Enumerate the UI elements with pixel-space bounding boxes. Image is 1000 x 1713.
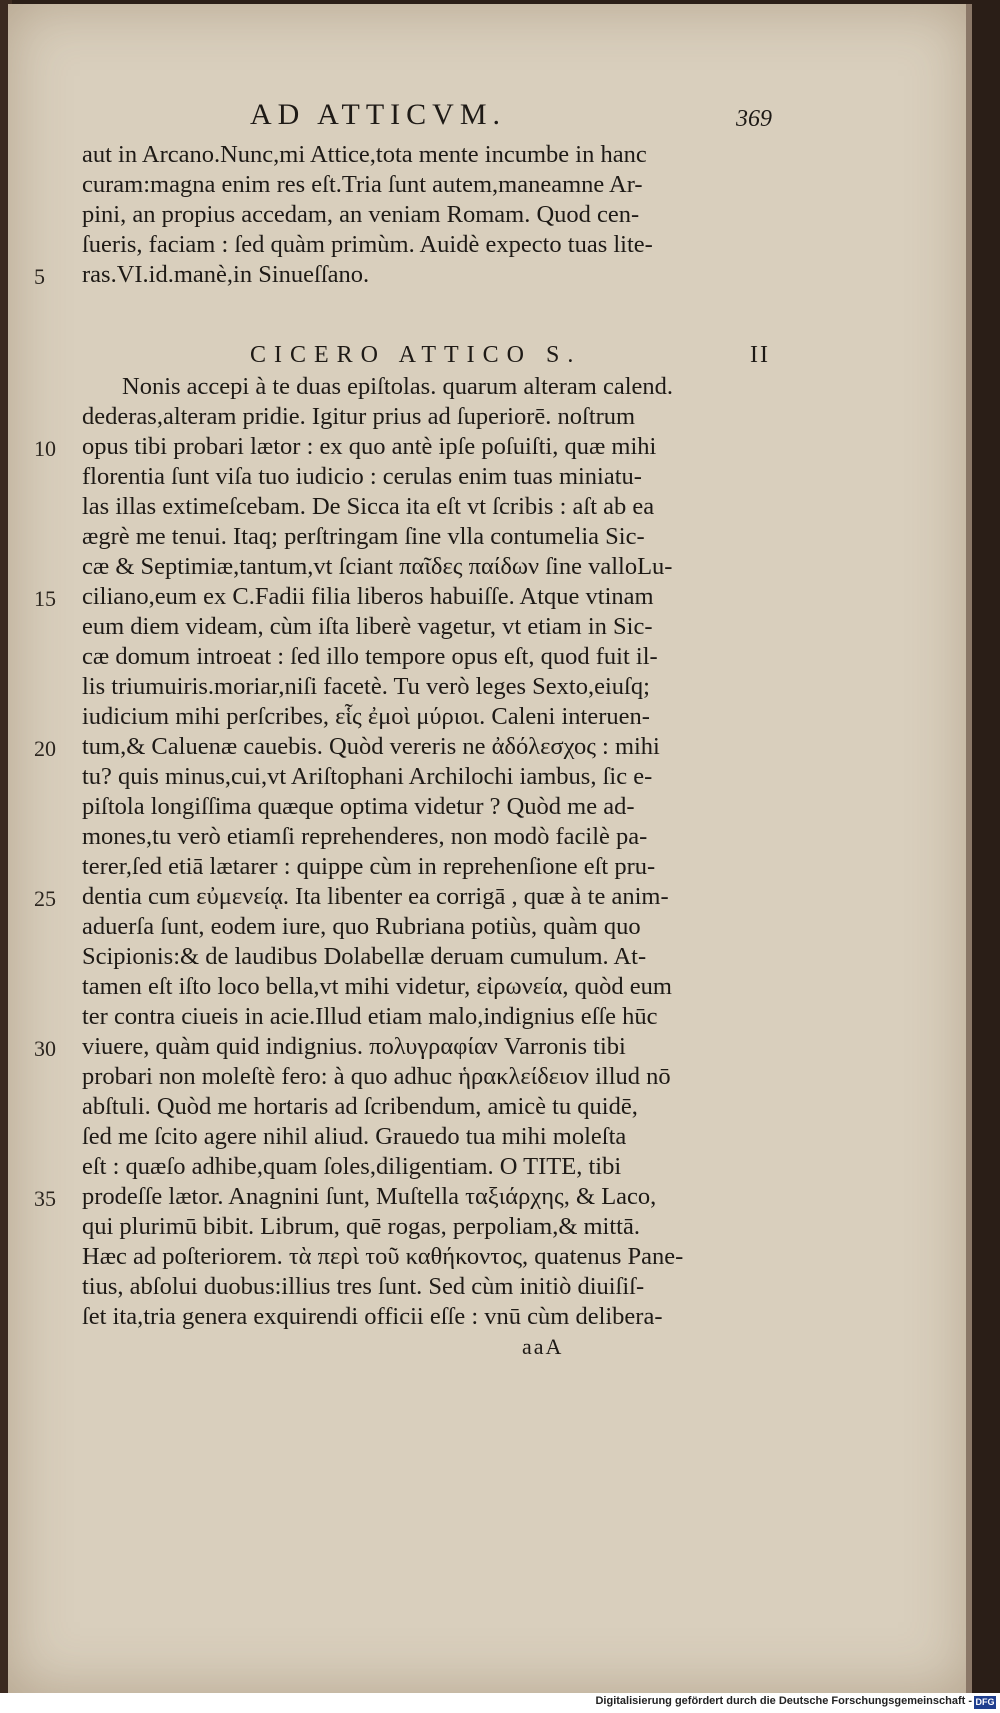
text-line: terer,ſed etiā lætarer : quippe cùm in reprehenſione eſt pru- <box>82 853 656 880</box>
text-line: tu? quis minus,cui,vt Ariſtophani Archilochi iambus, ſic e- <box>82 763 653 790</box>
text-line: tamen eſt iſto loco bella,vt mihi videtur, εἰρωνεία, quòd eum <box>82 973 672 1000</box>
letter-number: II <box>750 342 770 368</box>
text-line: viuere, quàm quid indignius. πολυγραφίαν Varronis tibi <box>82 1033 626 1060</box>
text-line: eſt : quæſo adhibe,quam ſoles,diligentiam. O TITE, tibi <box>82 1153 622 1180</box>
text-line: cæ & Septimiæ,tantum,vt ſciant παῖδες παίδων ſine valloLu- <box>82 553 673 580</box>
text-line: qui plurimū bibit. Librum, quē rogas, perpoliam,& mittā. <box>82 1213 640 1240</box>
text-line: ter contra ciueis in acie.Illud etiam malo,indignius eſſe hūc <box>82 1003 658 1030</box>
letter-heading-text: CICERO ATTICO S. <box>250 342 582 368</box>
text-line: ciliano,eum ex C.Fadii filia liberos habuiſſe. Atque vtinam <box>82 583 654 610</box>
text-line: Hæc ad poſteriorem. τὰ περὶ τοῦ καθήκοντος, quatenus Pane- <box>82 1243 684 1270</box>
text-line: mones,tu verò etiamſi reprehenderes, non modò facilè pa- <box>82 823 648 850</box>
text-line: abſtuli. Quòd me hortaris ad ſcribendum, amicè tu quidē, <box>82 1093 638 1120</box>
text-line: tius, abſolui duobus:illius tres ſunt. Sed cùm initiò diuiſiſ- <box>82 1273 645 1300</box>
running-head <box>82 98 772 138</box>
text-line: eum diem videam, cùm iſta liberè vagetur, vt etiam in Sic- <box>82 613 653 640</box>
footer-bar <box>0 1693 1000 1713</box>
text-line: tum,& Caluenæ cauebis. Quòd vereris ne ἀδόλεσχος : mihi <box>82 733 660 760</box>
text-line: pini, an propius accedam, an veniam Romam. Quod cen- <box>82 201 640 228</box>
text-line: aduerſa ſunt, eodem iure, quo Rubriana potiùs, quàm quo <box>82 913 641 940</box>
text-line: ras.VI.id.manè,in Sinueſſano. <box>82 261 370 288</box>
text-line: lis triumuiris.moriar,niſi facetè. Tu verò leges Sexto,eiuſq; <box>82 673 650 700</box>
text-line: aut in Arcano.Nunc,mi Attice,tota mente incumbe in hanc <box>82 141 647 168</box>
text-line: iudicium mihi perſcribes, εἷς ἐμοὶ μύριοι. Caleni interuen- <box>82 703 650 730</box>
text-line: ſet ita,tria genera exquirendi officii eſſe : vnū cùm delibera- <box>82 1303 663 1330</box>
text-line: cæ domum introeat : ſed illo tempore opus eſt, quod fuit il- <box>82 643 658 670</box>
line-number: 35 <box>34 1186 56 1211</box>
line-number: 30 <box>34 1036 56 1061</box>
text-line: ſueris, faciam : ſed quàm primùm. Auidè expecto tuas lite- <box>82 231 653 258</box>
text-line: prodeſſe lætor. Anagnini ſunt, Muſtella ταξιάρχης, & Laco, <box>82 1183 657 1210</box>
page-edge <box>966 4 972 1694</box>
text-line: opus tibi probari lætor : ex quo antè ipſe poſuiſti, quæ mihi <box>82 433 657 460</box>
running-title: AD ATTICVM. <box>250 98 507 131</box>
line-number: 25 <box>34 886 56 911</box>
line-number: 20 <box>34 736 56 761</box>
text-line: probari non moleſtè fero: à quo adhuc ἡρακλείδειον illud nō <box>82 1063 671 1090</box>
dfg-logo-icon: DFG <box>975 1697 995 1707</box>
text-line: Nonis accepi à te duas epiſtolas. quarum alteram calend. <box>122 373 674 400</box>
text-line: piſtola longiſſima quæque optima videtur ? Quòd me ad- <box>82 793 635 820</box>
text-line: curam:magna enim res eſt.Tria ſunt autem,maneamne Ar- <box>82 171 643 198</box>
footer-credit: Digitalisierung gefördert durch die Deutsche Forschungsgemeinschaft - <box>595 1695 972 1707</box>
text-line: ægrè me tenui. Itaq; perſtringam ſine vlla contumelia Sic- <box>82 523 645 550</box>
line-number: 5 <box>34 264 45 289</box>
page-number: 369 <box>736 106 772 132</box>
text-line: dederas,alteram pridie. Igitur prius ad ſuperiorē. noſtrum <box>82 403 636 430</box>
text-line: las illas extimeſcebam. De Sicca ita eſt vt ſcribis : aſt ab ea <box>82 493 655 520</box>
text-line: florentia ſunt viſa tuo iudicio : cerulas enim tuas miniatu- <box>82 463 642 490</box>
letter-heading <box>250 342 770 369</box>
catchword: aaA <box>522 1334 564 1359</box>
text-line: Scipionis:& de laudibus Dolabellæ deruam cumulum. At- <box>82 943 647 970</box>
line-number: 10 <box>34 436 56 461</box>
text-line: ſed me ſcito agere nihil aliud. Grauedo tua mihi moleſta <box>82 1123 627 1150</box>
text-line: dentia cum εὐμενείᾳ. Ita libenter ea corrigā , quæ à te anim- <box>82 883 669 910</box>
line-number: 15 <box>34 586 56 611</box>
